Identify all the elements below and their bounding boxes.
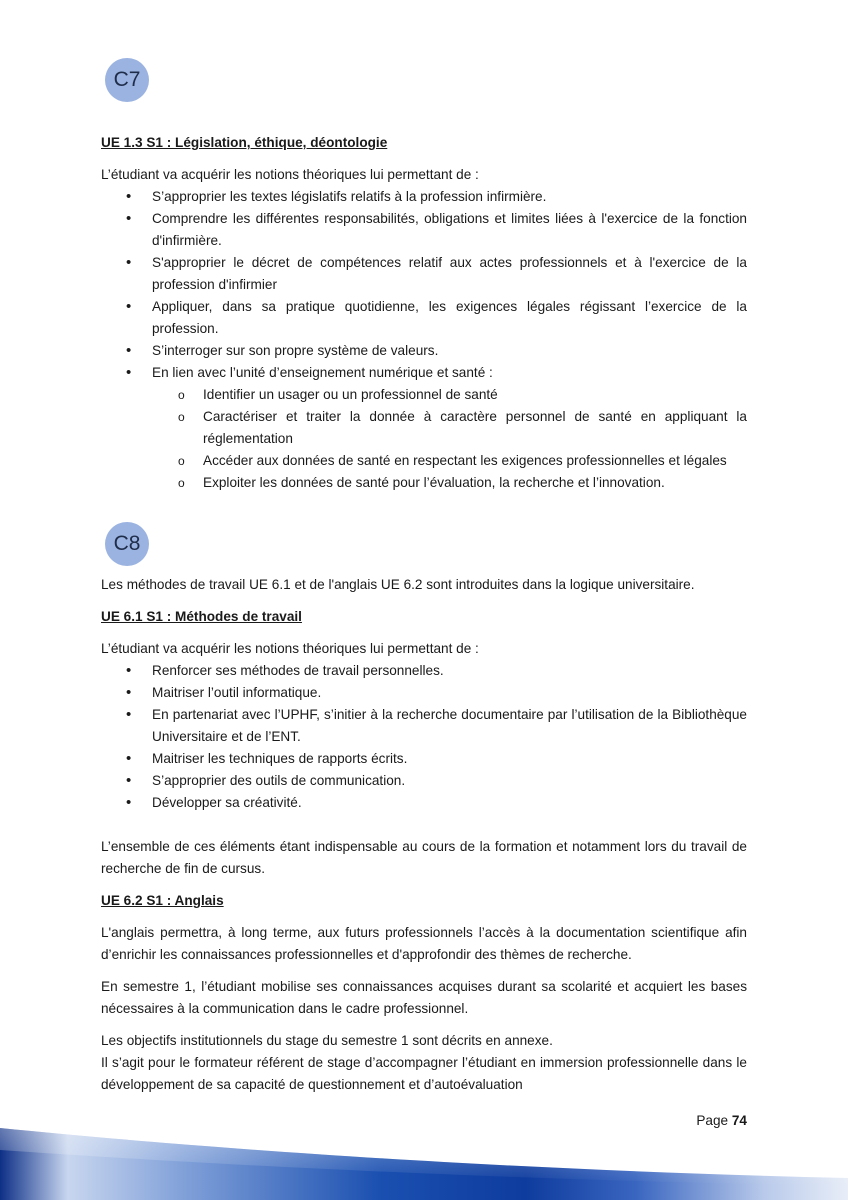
section-badge-c7: C7	[105, 58, 149, 102]
paragraph: Les objectifs institutionnels du stage du semestre 1 sont décrits en annexe.	[101, 1033, 553, 1048]
list-item: • S’approprier des outils de communication.	[101, 770, 747, 792]
sub-list-item: o Identifier un usager ou un professionnel de santé	[101, 384, 747, 406]
list-item: • S’interroger sur son propre système de valeurs.	[101, 340, 747, 362]
list-item: • S'approprier le décret de compétences relatif aux actes professionnels et à l'exercice de la profession d'infirmier	[101, 252, 747, 296]
list-item: • Maitriser l’outil informatique.	[101, 682, 747, 704]
footer-swoosh	[0, 1120, 848, 1200]
section-heading-ue61: UE 6.1 S1 : Méthodes de travail	[101, 609, 302, 624]
list-item: • Maitriser les techniques de rapports écrits.	[101, 748, 747, 770]
section-c8	[101, 574, 747, 1096]
bullet-list	[101, 660, 747, 814]
list-item: • Développer sa créativité.	[101, 792, 747, 814]
list-item: • S’approprier les textes législatifs relatifs à la profession infirmière.	[101, 186, 747, 208]
list-item: • Comprendre les différentes responsabilités, obligations et limites liées à l'exercice de la fonction d'infirmière.	[101, 208, 747, 252]
sub-bullet-list	[101, 384, 747, 494]
closing-paragraph: L’ensemble de ces éléments étant indispensable au cours de la formation et notamment lors du travail de recherche de fin de cursus.	[101, 839, 747, 876]
section-heading-ue13: UE 1.3 S1 : Législation, éthique, déontologie	[101, 135, 388, 150]
paragraph: En semestre 1, l’étudiant mobilise ses connaissances acquises durant sa scolarité et acquiert les bases nécessaires à la communication dans le cadre professionnel.	[101, 979, 747, 1016]
section-intro: L’étudiant va acquérir les notions théoriques lui permettant de :	[101, 641, 479, 656]
sub-list-item: o Caractériser et traiter la donnée à caractère personnel de santé en appliquant la réglementation	[101, 406, 747, 450]
sub-list-item: o Accéder aux données de santé en respectant les exigences professionnelles et légales	[101, 450, 747, 472]
section-c7	[101, 132, 747, 494]
bullet-list	[101, 186, 747, 384]
list-item: • En lien avec l’unité d’enseignement numérique et santé :	[101, 362, 747, 384]
section-intro: L’étudiant va acquérir les notions théoriques lui permettant de :	[101, 167, 479, 182]
paragraph: L'anglais permettra, à long terme, aux futurs professionnels l’accès à la documentation scientifique afin d’enrichir les connaissances professionnelles et d'approfondir des thèmes de recherche.	[101, 925, 747, 962]
page-number-value: 74	[731, 1113, 747, 1128]
paragraph: Il s’agit pour le formateur référent de stage d’accompagner l’étudiant en immersion professionnelle dans le développement de sa capacité de questionnement et d’autoévaluation	[101, 1055, 747, 1092]
list-item: • Appliquer, dans sa pratique quotidienne, les exigences légales régissant l’exercice de la profession.	[101, 296, 747, 340]
section-intro-line: Les méthodes de travail UE 6.1 et de l'anglais UE 6.2 sont introduites dans la logique universitaire.	[101, 577, 695, 592]
section-heading-ue62: UE 6.2 S1 : Anglais	[101, 893, 224, 908]
list-item: • Renforcer ses méthodes de travail personnelles.	[101, 660, 747, 682]
section-badge-c8: C8	[105, 522, 149, 566]
sub-list-item: o Exploiter les données de santé pour l’évaluation, la recherche et l’innovation.	[101, 472, 747, 494]
list-item: • En partenariat avec l’UPHF, s’initier à la recherche documentaire par l’utilisation de la Bibliothèque Universitaire et de l’ENT.	[101, 704, 747, 748]
page-label: Page	[696, 1113, 729, 1128]
